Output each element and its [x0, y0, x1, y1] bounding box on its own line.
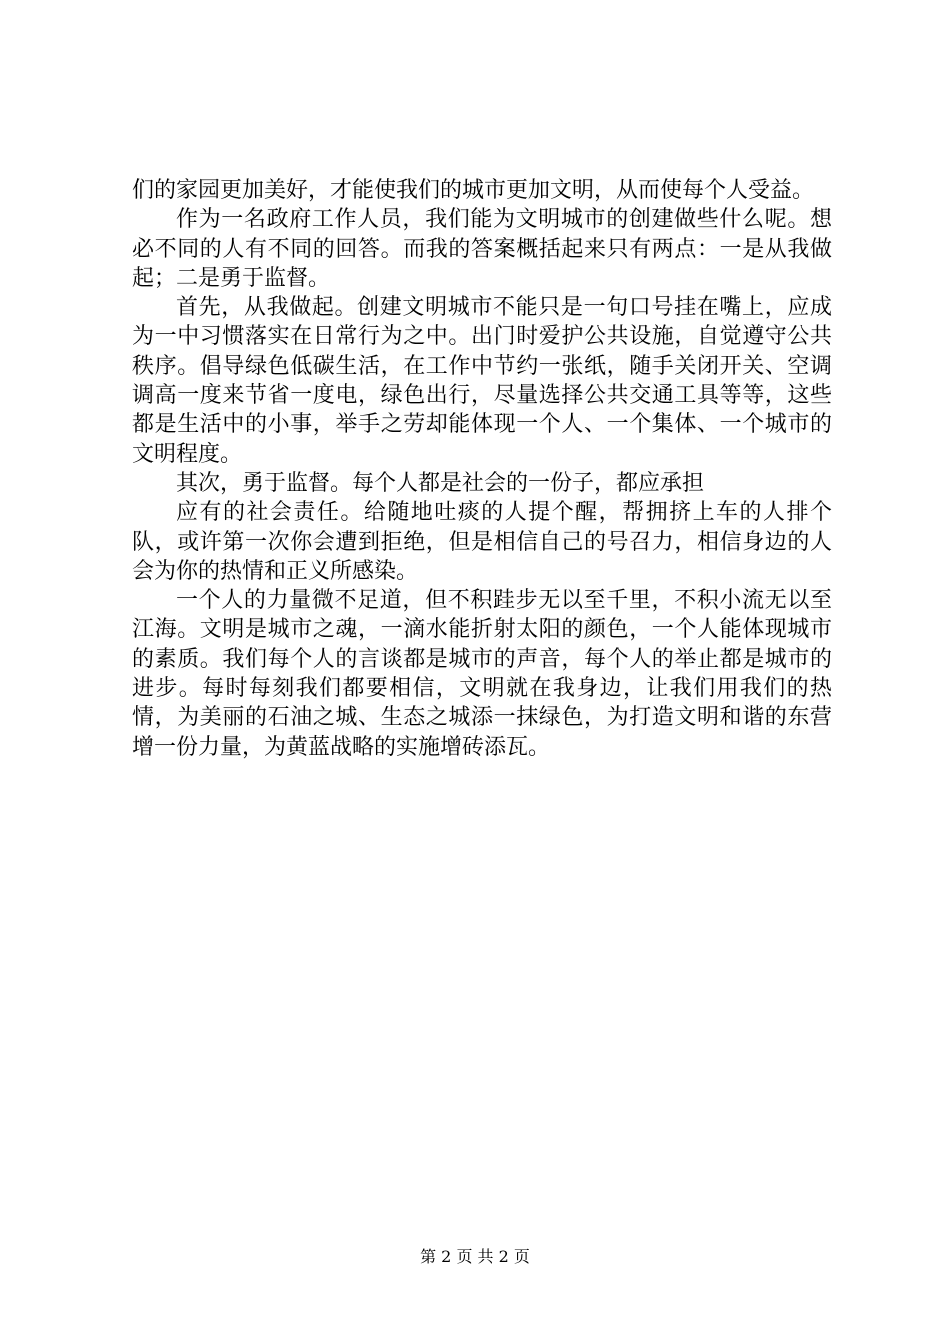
paragraph-1: 们的家园更加美好，才能使我们的城市更加文明，从而使每个人受益。 [132, 178, 815, 203]
paragraph-5: 应有的社会责任。给随地吐痰的人提个醒，帮拥挤上车的人排个队，或许第一次你会遭到拒绝，但是相信自己的号召力，相信身边的人会为你的热情和正义所感染。 [132, 500, 832, 584]
paragraph-2: 作为一名政府工作人员，我们能为文明城市的创建做些什么呢。想必不同的人有不同的回答。而我的答案概括起来只有两点：一是从我做起；二是勇于监督。 [132, 207, 832, 291]
paragraph-4: 其次，勇于监督。每个人都是社会的一份子，都应承担 [176, 470, 705, 496]
paragraph-6: 一个人的力量微不足道，但不积跬步无以至千里，不积小流无以至江海。文明是城市之魂，一滴水能折射太阳的颜色，一个人能体现城市的素质。我们每个人的言谈都是城市的声音，每个人的举止都是城市的进步。每时每刻我们都要相信，文明就在我身边，让我们用我们的热情，为美丽的石油之城、生态之城添一抹绿色，为打造文明和谐的东营增一份力量，为黄蓝战略的实施增砖添瓦。 [132, 588, 832, 760]
paragraph-3: 首先，从我做起。创建文明城市不能只是一句口号挂在嘴上，应成为一中习惯落实在日常行为之中。出门时爱护公共设施，自觉遵守公共秩序。倡导绿色低碳生活，在工作中节约一张纸，随手关闭开关、空调调高一度来节省一度电，绿色出行，尽量选择公共交通工具等等，这些都是生活中的小事，举手之劳却能体现一个人、一个集体、一个城市的文明程度。 [132, 295, 832, 467]
page-number-footer: 第 2 页 共 2 页 [420, 1247, 530, 1266]
document-body [132, 176, 832, 762]
